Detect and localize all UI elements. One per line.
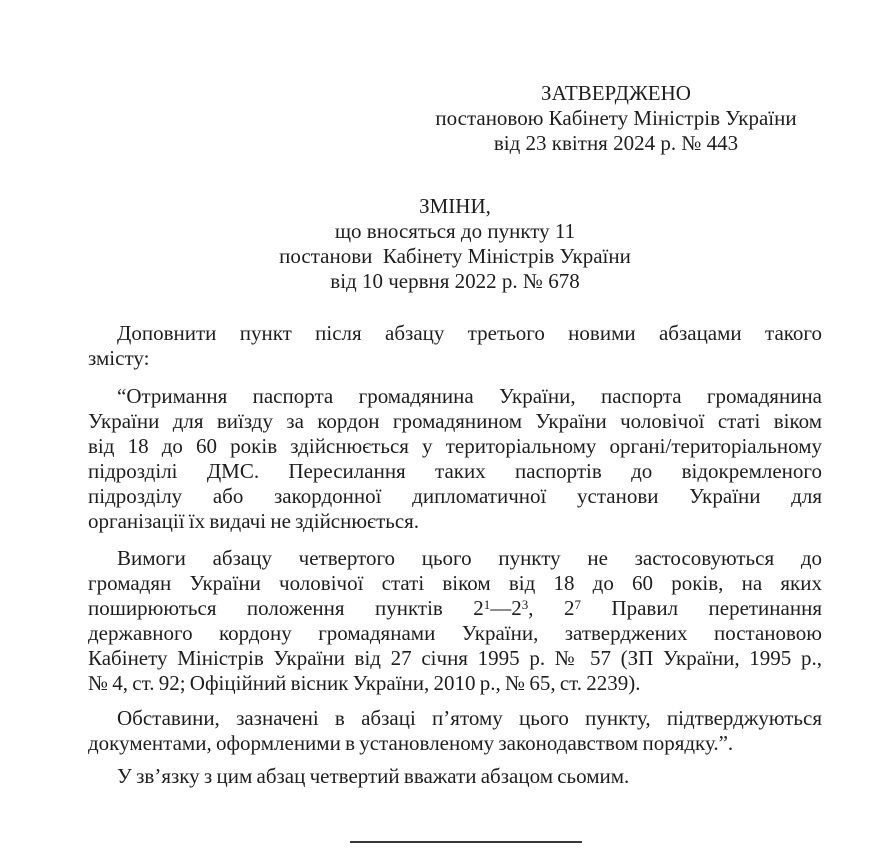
text-line: громадян України чоловічої статі віком від 18 до 60 років, на яких — [88, 571, 822, 595]
signature-divider-line — [350, 841, 582, 843]
text-line: державного кордону громадянами України, затверджених постановою — [88, 621, 822, 645]
text-line: У зв’язку з цим абзац четвертий вважати абзацом сьомим. — [117, 764, 630, 788]
paragraph-3 — [88, 546, 822, 696]
text-line: Обставини, зазначені в абзаці п’ятому цього пункту, підтверджуються — [117, 706, 822, 730]
document-title-block — [88, 194, 822, 294]
title-line-date-number: від 10 червня 2022 р. № 678 — [330, 269, 580, 293]
text-line: від 18 до 60 років здійснюється у територіальному органі/територіальному — [88, 434, 822, 458]
text-segment: поширюються положення пунктів 2 — [88, 596, 484, 620]
superscript-3: 3 — [521, 597, 529, 612]
approval-line-approved: ЗАТВЕРДЖЕНО — [541, 81, 691, 105]
text-line: організації їх видачі не здійснюється. — [88, 509, 420, 533]
text-line: підрозділі ДМС. Пересилання таких паспортів до відокремленого — [88, 459, 822, 483]
text-line: Доповнити пункт після абзацу третього новими абзацами такого — [117, 321, 822, 345]
title-line-clause: що вносяться до пункту 11 — [334, 219, 576, 243]
text-line: Кабінету Міністрів України від 27 січня 1995 р. № 57 (ЗП України, 1995 р., — [88, 646, 822, 670]
paragraph-2 — [88, 384, 822, 534]
approval-line-authority: постановою Кабінету Міністрів України — [435, 106, 797, 130]
title-line-resolution: постанови Кабінету Міністрів України — [279, 244, 631, 268]
approval-line-date-number: від 23 квітня 2024 р. № 443 — [493, 131, 739, 155]
text-segment: Правил перетинання — [580, 596, 822, 620]
text-line: підрозділу або закордонної дипломатичної установи України для — [88, 484, 822, 508]
title-line-changes: ЗМІНИ, — [419, 194, 491, 218]
document-body — [88, 321, 822, 789]
paragraph-1 — [88, 321, 822, 371]
text-line: змісту: — [88, 346, 150, 370]
superscript-1: 1 — [483, 597, 491, 612]
approval-stamp-block — [416, 81, 816, 156]
paragraph-5 — [88, 764, 822, 789]
text-line: документами, оформленими в установленому законодавством порядку.”. — [88, 731, 734, 755]
paragraph-4 — [88, 706, 822, 756]
text-segment: , 2 — [528, 596, 575, 620]
text-line-with-superscripts — [88, 596, 822, 621]
text-segment: —2 — [490, 596, 522, 620]
text-line: № 4, ст. 92; Офіційний вісник України, 2010 р., № 65, ст. 2239). — [88, 671, 641, 695]
superscript-7: 7 — [574, 597, 581, 612]
text-line: Вимоги абзацу четвертого цього пункту не застосовуються до — [117, 546, 822, 570]
text-line: України для виїзду за кордон громадянином України чоловічої статі віком — [88, 409, 822, 433]
text-line: “Отримання паспорта громадянина України, паспорта громадянина — [117, 384, 822, 408]
